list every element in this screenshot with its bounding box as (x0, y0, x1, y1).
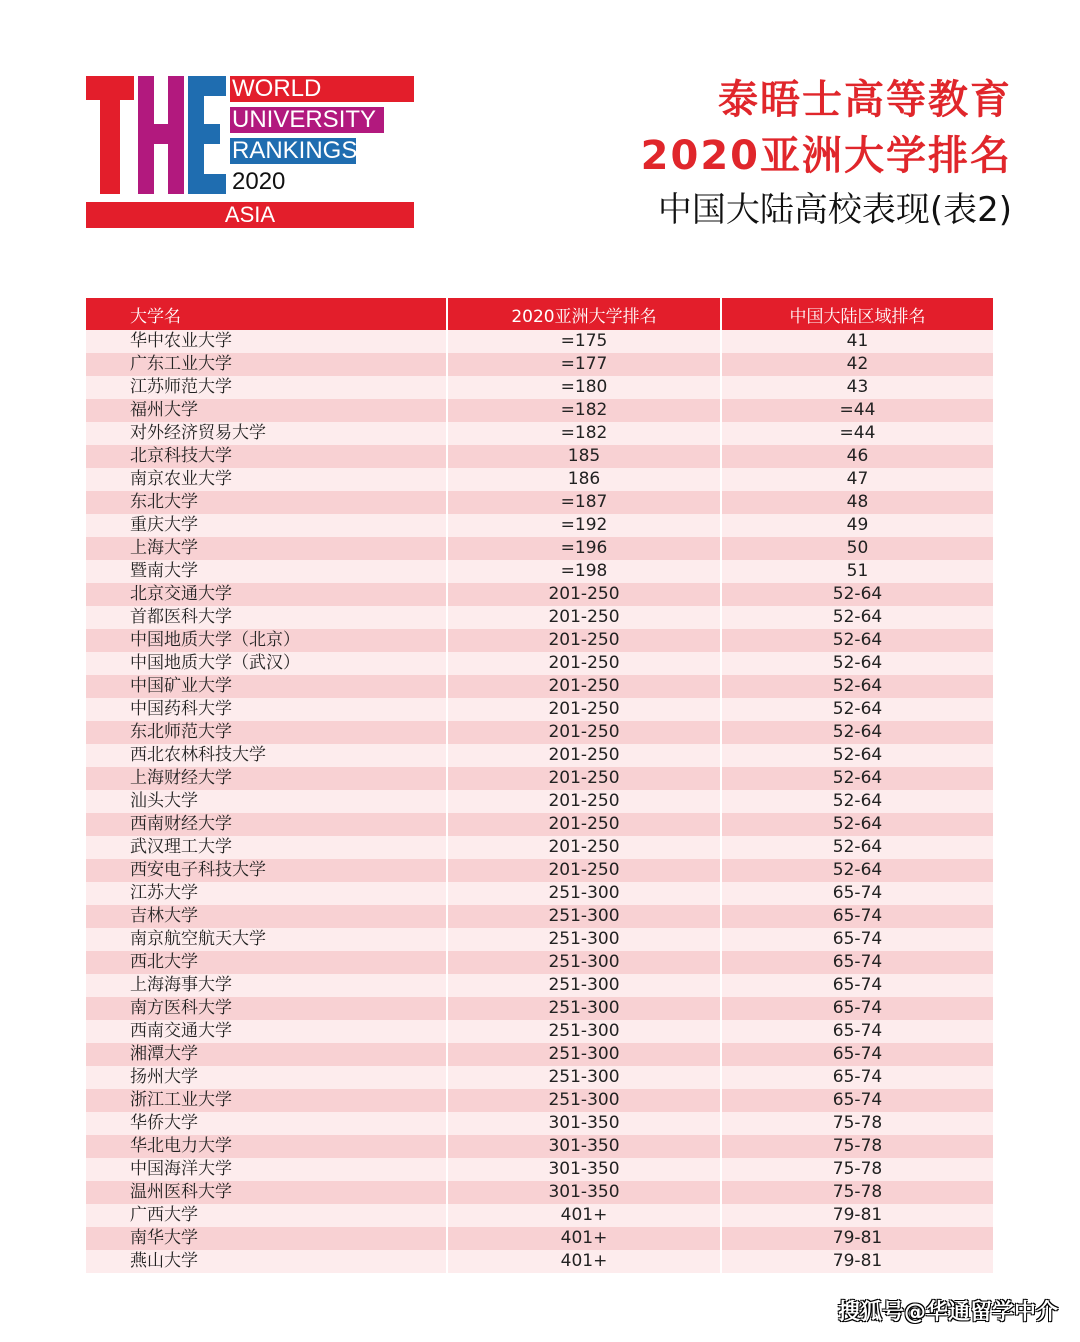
university-name: 重庆大学 (86, 514, 447, 537)
mainland-rank: 75-78 (721, 1158, 994, 1181)
logo-region: ASIA (86, 202, 414, 228)
mainland-rank: 79-81 (721, 1250, 994, 1273)
asia-rank: 251-300 (447, 905, 721, 928)
table-row (86, 537, 994, 560)
asia-rank: 251-300 (447, 928, 721, 951)
university-name: 上海海事大学 (86, 974, 447, 997)
university-name: 西南交通大学 (86, 1020, 447, 1043)
university-name: 南华大学 (86, 1227, 447, 1250)
mainland-rank: 65-74 (721, 974, 994, 997)
asia-rank: =187 (447, 491, 721, 514)
university-name: 华北电力大学 (86, 1135, 447, 1158)
table-row (86, 790, 994, 813)
mainland-rank: 65-74 (721, 882, 994, 905)
asia-rank: 201-250 (447, 859, 721, 882)
university-name: 江苏师范大学 (86, 376, 447, 399)
asia-rank: 201-250 (447, 721, 721, 744)
table-row (86, 1043, 994, 1066)
mainland-rank: 46 (721, 445, 994, 468)
mainland-rank: 42 (721, 353, 994, 376)
logo-letter-t (86, 76, 134, 194)
mainland-rank: 50 (721, 537, 994, 560)
mainland-rank: 75-78 (721, 1112, 994, 1135)
table-row (86, 882, 994, 905)
asia-rank: 201-250 (447, 744, 721, 767)
asia-rank: 401+ (447, 1204, 721, 1227)
asia-rank: 251-300 (447, 1066, 721, 1089)
university-name: 湘潭大学 (86, 1043, 447, 1066)
watermark: 搜狐号@华通留学中介 (838, 1300, 1059, 1325)
university-name: 华中农业大学 (86, 330, 447, 353)
university-name: 汕头大学 (86, 790, 447, 813)
rankings-table (86, 298, 995, 1273)
university-name: 北京交通大学 (86, 583, 447, 606)
table-row (86, 491, 994, 514)
mainland-rank: 52-64 (721, 698, 994, 721)
table-row (86, 1181, 994, 1204)
mainland-rank: 65-74 (721, 1066, 994, 1089)
mainland-rank: 48 (721, 491, 994, 514)
mainland-rank: 52-64 (721, 767, 994, 790)
table-row (86, 399, 994, 422)
table-row (86, 629, 994, 652)
table-row (86, 1089, 994, 1112)
university-name: 东北大学 (86, 491, 447, 514)
university-name: 首都医科大学 (86, 606, 447, 629)
university-name: 对外经济贸易大学 (86, 422, 447, 445)
university-name: 中国地质大学（北京） (86, 629, 447, 652)
asia-rank: =198 (447, 560, 721, 583)
table-row (86, 560, 994, 583)
logo-university: UNIVERSITY (230, 107, 384, 133)
asia-rank: 401+ (447, 1227, 721, 1250)
mainland-rank: 49 (721, 514, 994, 537)
mainland-rank: 43 (721, 376, 994, 399)
mainland-rank: 79-81 (721, 1204, 994, 1227)
asia-rank: =182 (447, 399, 721, 422)
table-row (86, 1112, 994, 1135)
header-asia-rank: 2020亚洲大学排名 (447, 298, 721, 330)
title-line-3: 中国大陆高校表现(表2) (657, 190, 1012, 230)
mainland-rank: 79-81 (721, 1227, 994, 1250)
mainland-rank: 65-74 (721, 951, 994, 974)
mainland-rank: 51 (721, 560, 994, 583)
mainland-rank: 65-74 (721, 997, 994, 1020)
mainland-rank: =44 (721, 422, 994, 445)
university-name: 江苏大学 (86, 882, 447, 905)
table-row (86, 514, 994, 537)
asia-rank: 201-250 (447, 629, 721, 652)
mainland-rank: 52-64 (721, 721, 994, 744)
asia-rank: 251-300 (447, 1089, 721, 1112)
university-name: 西北大学 (86, 951, 447, 974)
university-name: 南方医科大学 (86, 997, 447, 1020)
header-university: 大学名 (86, 298, 447, 330)
asia-rank: 201-250 (447, 698, 721, 721)
university-name: 暨南大学 (86, 560, 447, 583)
mainland-rank: 75-78 (721, 1135, 994, 1158)
mainland-rank: 47 (721, 468, 994, 491)
asia-rank: =182 (447, 422, 721, 445)
table-row (86, 675, 994, 698)
table-row (86, 422, 994, 445)
asia-rank: 301-350 (447, 1135, 721, 1158)
table-row (86, 1135, 994, 1158)
table-row (86, 583, 994, 606)
university-name: 南京农业大学 (86, 468, 447, 491)
asia-rank: 201-250 (447, 767, 721, 790)
mainland-rank: 75-78 (721, 1181, 994, 1204)
mainland-rank: 52-64 (721, 813, 994, 836)
university-name: 武汉理工大学 (86, 836, 447, 859)
table-row (86, 1158, 994, 1181)
table-row (86, 1020, 994, 1043)
title-line-2: 2020亚洲大学排名 (640, 133, 1012, 179)
asia-rank: =196 (447, 537, 721, 560)
asia-rank: 201-250 (447, 606, 721, 629)
title-line-1: 泰晤士高等教育 (718, 77, 1012, 123)
table-row (86, 330, 994, 353)
university-name: 福州大学 (86, 399, 447, 422)
mainland-rank: 52-64 (721, 629, 994, 652)
university-name: 广西大学 (86, 1204, 447, 1227)
asia-rank: 301-350 (447, 1112, 721, 1135)
table-row (86, 836, 994, 859)
mainland-rank: 52-64 (721, 606, 994, 629)
university-name: 华侨大学 (86, 1112, 447, 1135)
table-row (86, 606, 994, 629)
university-name: 南京航空航天大学 (86, 928, 447, 951)
mainland-rank: 65-74 (721, 1020, 994, 1043)
university-name: 中国矿业大学 (86, 675, 447, 698)
asia-rank: 401+ (447, 1250, 721, 1273)
mainland-rank: 52-64 (721, 744, 994, 767)
table-row (86, 767, 994, 790)
asia-rank: =177 (447, 353, 721, 376)
asia-rank: 201-250 (447, 652, 721, 675)
mainland-rank: 52-64 (721, 790, 994, 813)
table-row (86, 813, 994, 836)
university-name: 西北农林科技大学 (86, 744, 447, 767)
mainland-rank: 65-74 (721, 1043, 994, 1066)
asia-rank: 201-250 (447, 675, 721, 698)
table-row (86, 1227, 994, 1250)
mainland-rank: 52-64 (721, 836, 994, 859)
header-mainland-rank: 中国大陆区域排名 (721, 298, 994, 330)
table-row (86, 376, 994, 399)
university-name: 上海大学 (86, 537, 447, 560)
mainland-rank: =44 (721, 399, 994, 422)
table-row (86, 905, 994, 928)
the-rankings-logo (86, 76, 414, 230)
university-name: 西安电子科技大学 (86, 859, 447, 882)
asia-rank: 301-350 (447, 1181, 721, 1204)
university-name: 中国地质大学（武汉） (86, 652, 447, 675)
mainland-rank: 41 (721, 330, 994, 353)
asia-rank: =175 (447, 330, 721, 353)
mainland-rank: 52-64 (721, 583, 994, 606)
asia-rank: 201-250 (447, 836, 721, 859)
asia-rank: 251-300 (447, 974, 721, 997)
table-row (86, 859, 994, 882)
mainland-rank: 65-74 (721, 928, 994, 951)
asia-rank: 201-250 (447, 583, 721, 606)
mainland-rank: 52-64 (721, 652, 994, 675)
table-row (86, 997, 994, 1020)
asia-rank: 251-300 (447, 1020, 721, 1043)
university-name: 北京科技大学 (86, 445, 447, 468)
table-row (86, 951, 994, 974)
mainland-rank: 65-74 (721, 1089, 994, 1112)
asia-rank: 301-350 (447, 1158, 721, 1181)
university-name: 扬州大学 (86, 1066, 447, 1089)
university-name: 浙江工业大学 (86, 1089, 447, 1112)
title-block (641, 72, 1012, 236)
mainland-rank: 52-64 (721, 675, 994, 698)
university-name: 中国海洋大学 (86, 1158, 447, 1181)
asia-rank: 185 (447, 445, 721, 468)
asia-rank: 251-300 (447, 997, 721, 1020)
university-name: 吉林大学 (86, 905, 447, 928)
asia-rank: =180 (447, 376, 721, 399)
university-name: 中国药科大学 (86, 698, 447, 721)
logo-letter-e (188, 76, 226, 194)
logo-letter-h (138, 76, 184, 194)
asia-rank: 251-300 (447, 882, 721, 905)
university-name: 温州医科大学 (86, 1181, 447, 1204)
asia-rank: 201-250 (447, 790, 721, 813)
asia-rank: =192 (447, 514, 721, 537)
table-row (86, 1250, 994, 1273)
asia-rank: 251-300 (447, 1043, 721, 1066)
university-name: 燕山大学 (86, 1250, 447, 1273)
logo-world: WORLD (230, 76, 414, 102)
table-row (86, 744, 994, 767)
asia-rank: 186 (447, 468, 721, 491)
asia-rank: 201-250 (447, 813, 721, 836)
table-row (86, 928, 994, 951)
table-row (86, 652, 994, 675)
mainland-rank: 65-74 (721, 905, 994, 928)
table-row (86, 698, 994, 721)
table-row (86, 445, 994, 468)
university-name: 上海财经大学 (86, 767, 447, 790)
university-name: 广东工业大学 (86, 353, 447, 376)
table-row (86, 1204, 994, 1227)
table-row (86, 721, 994, 744)
table-row (86, 353, 994, 376)
university-name: 东北师范大学 (86, 721, 447, 744)
logo-rankings: RANKINGS (232, 137, 358, 164)
asia-rank: 251-300 (447, 951, 721, 974)
table-row (86, 1066, 994, 1089)
table-row (86, 974, 994, 997)
university-name: 西南财经大学 (86, 813, 447, 836)
mainland-rank: 52-64 (721, 859, 994, 882)
table-row (86, 468, 994, 491)
logo-year: 2020 (232, 168, 286, 195)
